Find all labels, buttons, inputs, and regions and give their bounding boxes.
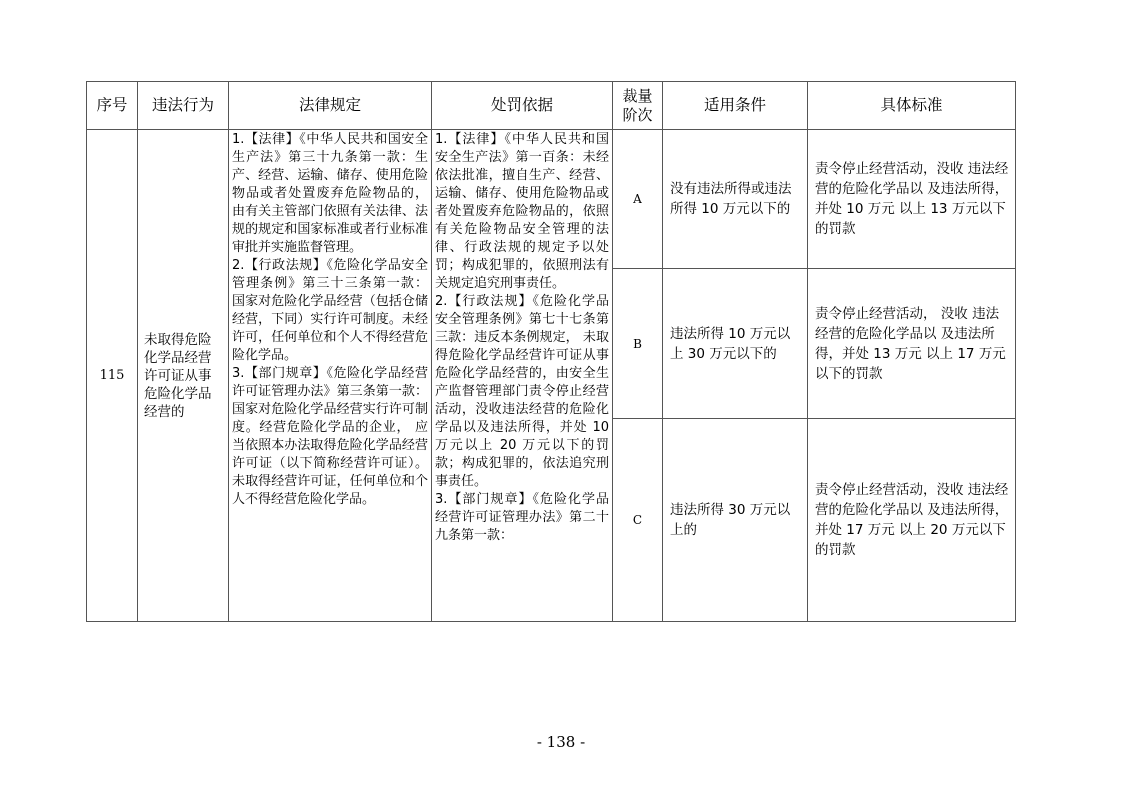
- header-condition: 适用条件: [663, 82, 808, 130]
- condition-b: 违法所得 10 万元以上 30 万元以下的: [663, 269, 808, 419]
- penalty-item: 1.【法律】《中华人民共和国安全生产法》第一百条：未经依法批准，擅自生产、经营、运输、储存、使用危险物品或者处置废弃危险物品的，依照有关危险物品安全管理的法律、行政法规的规定予以处罚；构成犯罪的，依照刑法有关规定追究刑事责任。: [435, 132, 609, 291]
- regulation-table: [86, 81, 1016, 622]
- condition-a: 没有违法所得或违法所得 10 万元以下的: [663, 130, 808, 269]
- page-number: - 138 -: [536, 733, 586, 751]
- header-level: 裁量阶次: [613, 82, 663, 130]
- row-seq: 115: [87, 130, 138, 622]
- penalty-item: 2.【行政法规】《危险化学品安全管理条例》第七十七条第三款：违反本条例规定， 未取得危险化学品经营许可证从事危险化学品经营的，由安全生产监督管理部门责令停止经营活动，没收违法经营的危险化学品以及违法所得，并处 10 万元以上 20 万元以下的罚款；构成犯罪的，依法追究刑事责任。: [435, 294, 609, 489]
- header-act: 违法行为: [138, 82, 229, 130]
- header-law: 法律规定: [229, 82, 432, 130]
- header-seq: 序号: [87, 82, 138, 130]
- standard-b: 责令停止经营活动， 没收 违法经营的危险化学品以 及违法所得，并处 13 万元 以上 17 万元以下的罚款: [808, 269, 1016, 419]
- level-a: A: [613, 130, 663, 269]
- row-penalty-basis: [432, 130, 613, 622]
- level-c: C: [613, 419, 663, 622]
- law-item: 2.【行政法规】《危险化学品安全管理条例》第三十三条第一款： 国家对危险化学品经营（包括仓储经营，下同）实行许可制度。未经许可，任何单位和个人不得经营危险化学品。: [232, 258, 428, 363]
- row-violation: 未取得危险化学品经营许可证从事危险化学品经营的: [138, 130, 229, 622]
- condition-c: 违法所得 30 万元以上的: [663, 419, 808, 622]
- table-row: [87, 130, 1016, 269]
- row-law-provisions: [229, 130, 432, 622]
- header-standard: 具体标准: [808, 82, 1016, 130]
- table-header-row: [87, 82, 1016, 130]
- standard-c: 责令停止经营活动，没收 违法经营的危险化学品以 及违法所得，并处 17 万元 以上 20 万元以下的罚款: [808, 419, 1016, 622]
- law-item: 1.【法律】《中华人民共和国安全生产法》第三十九条第一款：生产、经营、运输、储存、使用危险物品或者处置废弃危险物品的， 由有关主管部门依照有关法律、法规的规定和国家标准或者行业标准审批并实施监督管理。: [232, 132, 428, 255]
- level-b: B: [613, 269, 663, 419]
- header-penalty: 处罚依据: [432, 82, 613, 130]
- law-item: 3.【部门规章】《危险化学品经营许可证管理办法》第三条第一款： 国家对危险化学品经营实行许可制度。经营危险化学品的企业， 应当依照本办法取得危险化学品经营许可证（以下简称经营许可证）。未取得经营许可证，任何单位和个人不得经营危险化学品。: [232, 366, 428, 507]
- penalty-item: 3.【部门规章】《危险化学品经营许可证管理办法》第二十九条第一款：: [435, 492, 609, 543]
- standard-a: 责令停止经营活动，没收 违法经营的危险化学品以 及违法所得，并处 10 万元 以上 13 万元以下的罚款: [808, 130, 1016, 269]
